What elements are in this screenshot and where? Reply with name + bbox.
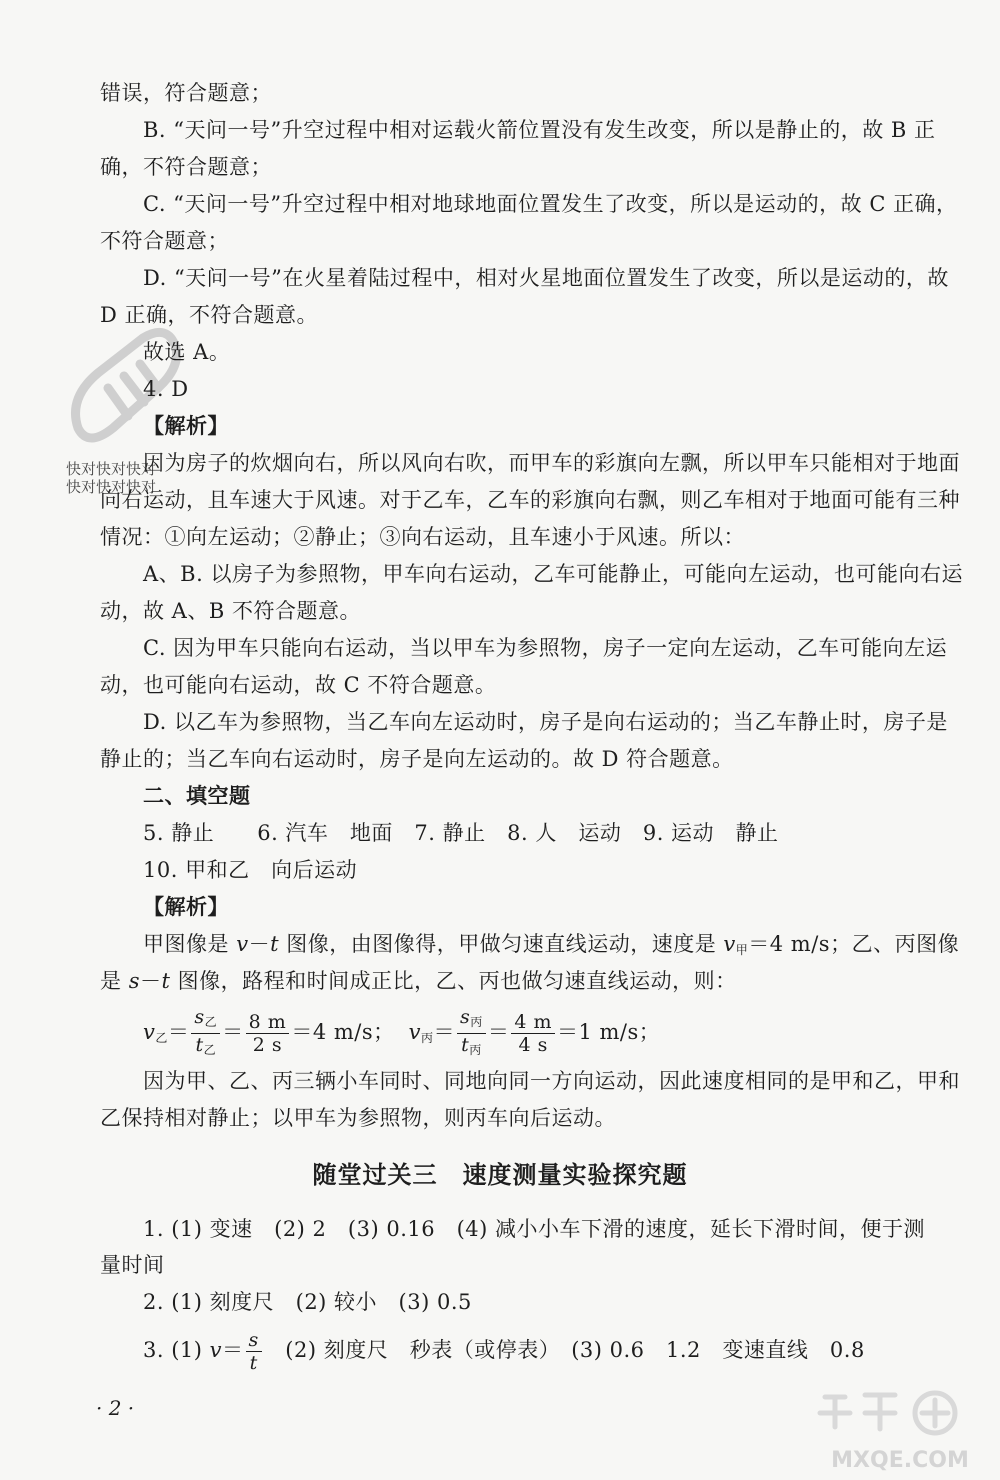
text-line: 不符合题意； — [100, 229, 229, 253]
text-line: 情况：①向左运动；②静止；③向右运动，且车速小于风速。所以： — [100, 525, 745, 549]
text-line: 乙保持相对静止；以甲车为参照物，则丙车向后运动。 — [100, 1106, 616, 1130]
fraction: $\frac{s}{t}$ — [246, 1329, 262, 1374]
text-line: 错误，符合题意； — [100, 81, 272, 105]
text-line: 甲图像是 v－t 图像，由图像得，甲做匀速直线运动，速度是 $v_甲=4$ m/s；乙、丙图像 — [143, 932, 960, 957]
answer-line: 量时间 — [100, 1253, 165, 1277]
text-line: B. “天问一号”升空过程中相对运载火箭位置没有发生改变，所以是静止的，故 B 正 — [143, 118, 936, 142]
analysis-heading: 【解析】 — [143, 895, 229, 919]
text-line: 动，也可能向右运动，故 C 不符合题意。 — [100, 673, 497, 697]
text-line: A、B. 以房子为参照物，甲车向右运动，乙车可能静止，可能向左运动，也可能向右运 — [143, 562, 963, 586]
text-line: D 正确，不符合题意。 — [100, 303, 319, 327]
text-line: 是 s－t 图像，路程和时间成正比，乙、丙也做匀速直线运动，则： — [100, 969, 737, 993]
site-logo — [810, 1385, 990, 1475]
text-line: 因为甲、乙、丙三辆小车同时、同地向同一方向运动，因此速度相同的是甲和乙，甲和 — [143, 1069, 960, 1093]
text-line: 静止的；当乙车向右运动时，房子是向左运动的。故 D 符合题意。 — [100, 747, 734, 771]
fraction: $\frac{s_丙}{t_丙}$ — [457, 1006, 486, 1061]
text-line: 确，不符合题意； — [100, 155, 272, 179]
text-line: 故选 A。 — [143, 340, 231, 364]
section-heading: 二、填空题 — [143, 784, 251, 808]
answer-line: 1. (1) 变速 (2) 2 (3) 0.16 (4) 减小小车下滑的速度，延长下滑时间，便于测 — [143, 1217, 926, 1241]
answer-line: 2. (1) 刻度尺 (2) 较小 (3) 0.5 — [143, 1290, 472, 1314]
watermark-line: 快对快对快对 — [66, 460, 157, 478]
answer-line: 10. 甲和乙 向后运动 — [143, 858, 358, 882]
fraction: $\frac{s_乙}{t_乙}$ — [191, 1006, 220, 1061]
text-line: D. 以乙车为参照物，当乙车向左运动时，房子是向右运动的；当乙车静止时，房子是 — [143, 710, 948, 734]
text-line: 因为房子的炊烟向右，所以风向右吹，而甲车的彩旗向左飘，所以甲车只能相对于地面 — [143, 451, 960, 475]
answer-line: 5. 静止 6. 汽车 地面 7. 静止 8. 人 运动 9. 运动 静止 — [143, 821, 779, 845]
text-line: C. “天问一号”升空过程中相对地球地面位置发生了改变，所以是运动的，故 C 正确， — [143, 192, 958, 216]
analysis-heading: 【解析】 — [143, 414, 229, 438]
watermark-line: 快对快对快对 — [66, 478, 157, 496]
velocity-formula: $v_乙=$ $\frac{s_乙}{t_乙}$ ＝ $\frac{8 m}{2 s}$ ＝4 m/s； $v_丙=$ $\frac{s_丙}{t_丙}$ ＝ $\frac{4 m}{4 s}$ ＝1 m/s； — [143, 1006, 660, 1054]
text-line: 向右运动，且车速大于风速。对于乙车，乙车的彩旗向右飘，则乙车相对于地面可能有三种 — [100, 488, 960, 512]
section-title: 随堂过关三 速度测量实验探究题 — [312, 1161, 688, 1189]
text-line: D. “天问一号”在火星着陆过程中，相对火星地面位置发生了改变，所以是运动的，故 — [143, 266, 949, 290]
text-line: C. 因为甲车只能向右运动，当以甲车为参照物，房子一定向左运动，乙车可能向左运 — [143, 636, 948, 660]
logo-text: MXQE.COM — [831, 1448, 969, 1473]
fraction: $\frac{8 m}{2 s}$ — [246, 1011, 290, 1056]
text-line: 4. D — [143, 377, 189, 401]
text-line: 动，故 A、B 不符合题意。 — [100, 599, 361, 623]
answer-line: 3. (1) v＝ $\frac{s}{t}$ (2) 刻度尺 秒表（或停表） (3) 0.6 1.2 变速直线 0.8 — [143, 1329, 865, 1374]
fraction: $\frac{4 m}{4 s}$ — [511, 1011, 555, 1056]
page-number: · 2 · — [96, 1396, 135, 1420]
